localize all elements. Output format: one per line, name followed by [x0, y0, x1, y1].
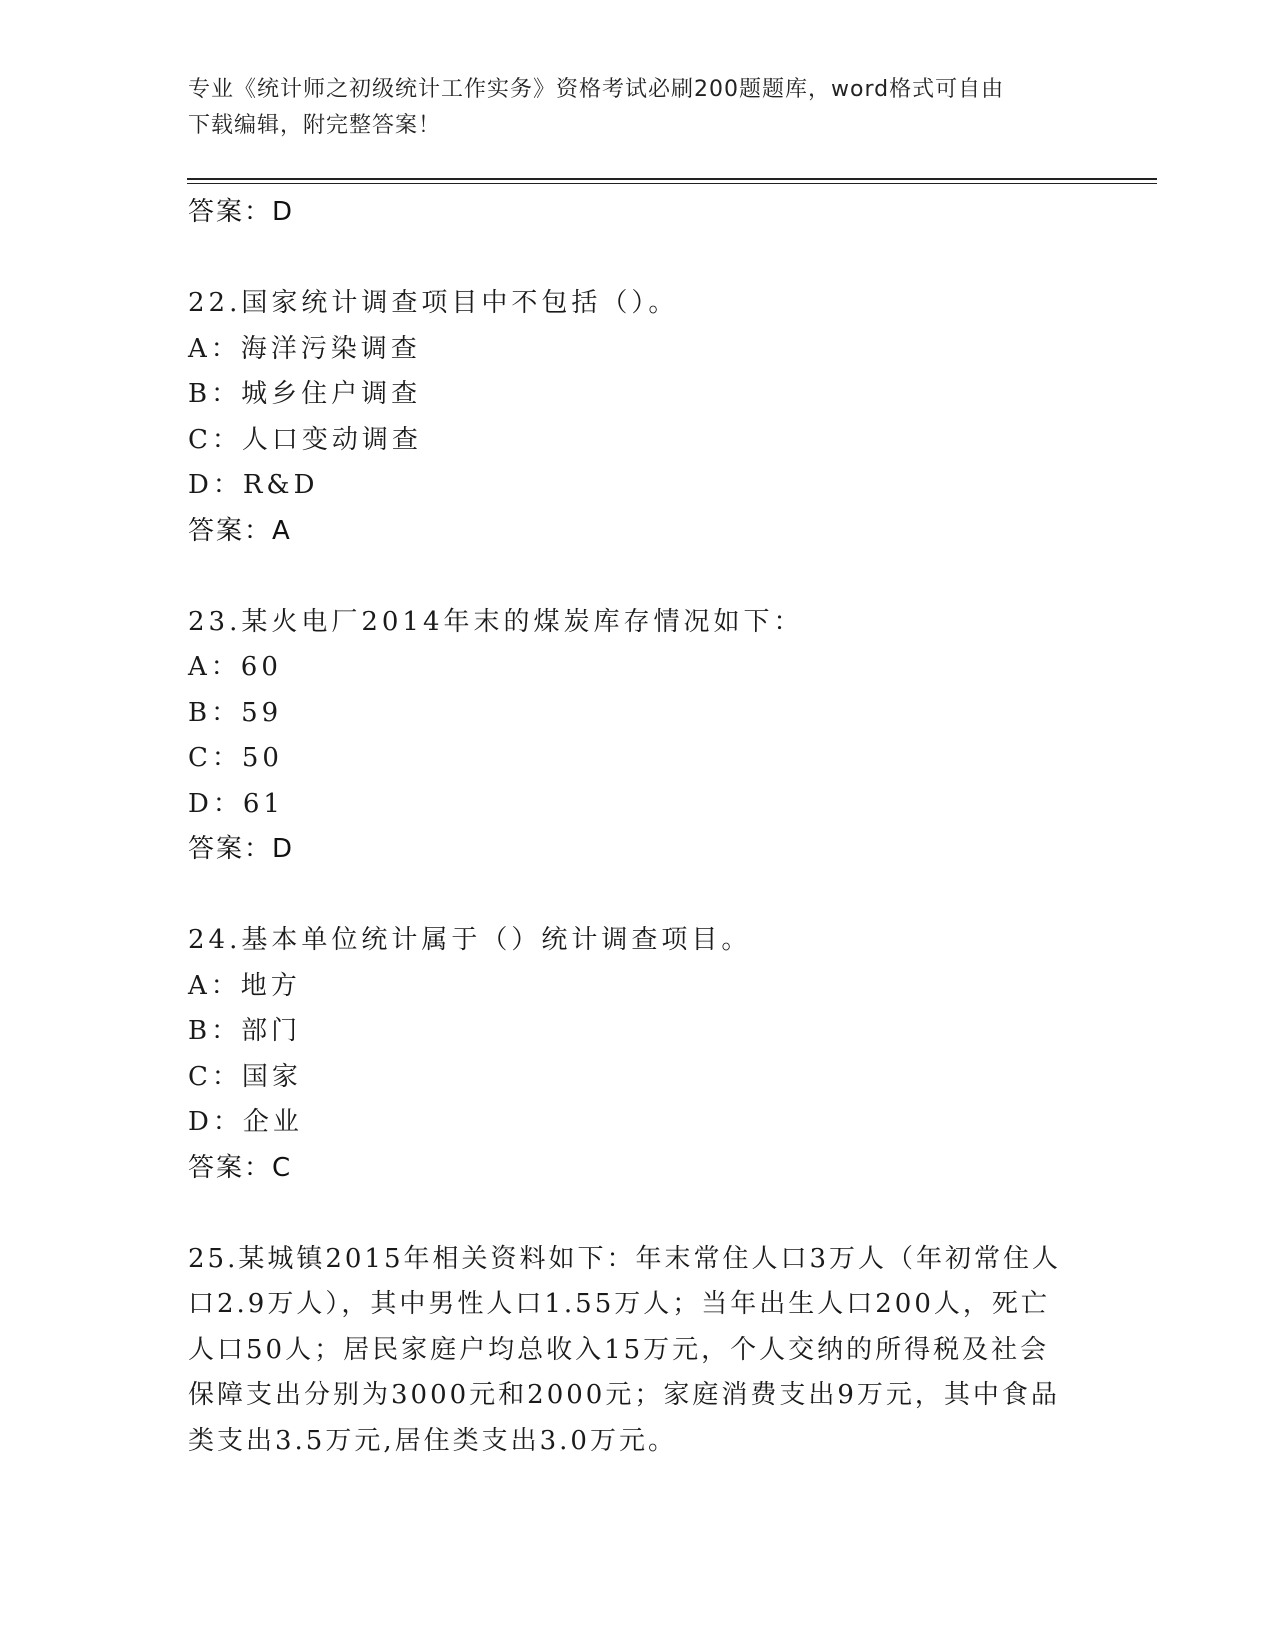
question-22-option-c: C：人口变动调查: [188, 424, 422, 455]
question-25-line-4: 保障支出分别为3000元和2000元；家庭消费支出9万元，其中食品: [188, 1380, 1060, 1410]
question-23-option-d: D：61: [188, 788, 284, 819]
question-24-option-c: C：国家: [188, 1061, 302, 1092]
question-24-text: 24.基本单位统计属于（）统计调查项目。: [188, 925, 752, 955]
header-line-1: 专业《统计师之初级统计工作实务》资格考试必刷200题题库，word格式可自由: [188, 77, 1005, 102]
page-header: [188, 72, 1068, 144]
question-24-option-d: D：企业: [188, 1107, 303, 1137]
spacer: [188, 236, 1088, 282]
question-22-option-b: B：城乡住户调查: [188, 379, 422, 409]
question-25-line-3: 人口50人；居民家庭户均总收入15万元，个人交纳的所得税及社会: [188, 1334, 1050, 1365]
header-line-2: 下载编辑，附完整答案！: [188, 113, 442, 138]
question-24-option-a: A：地方: [188, 970, 301, 1001]
question-23: [188, 600, 1088, 873]
spacer: [188, 1191, 1088, 1237]
spacer: [188, 554, 1088, 600]
spacer: [188, 873, 1088, 919]
question-24-option-b: B：部门: [188, 1016, 302, 1046]
question-23-option-a: A：60: [188, 652, 282, 682]
question-22-answer: 答案：A: [188, 515, 292, 546]
question-25-line-2: 口2.9万人），其中男性人口1.55万人；当年出生人口200人，死亡: [188, 1289, 1050, 1319]
header-divider: [187, 178, 1157, 184]
question-list: [188, 190, 1088, 1464]
question-23-text: 23.某火电厂2014年末的煤炭库存情况如下：: [188, 606, 804, 637]
question-24-answer: 答案：C: [188, 1152, 293, 1183]
question-25-line-5: 类支出3.5万元,居住类支出3.0万元。: [188, 1425, 677, 1456]
question-23-option-c: C：50: [188, 743, 283, 773]
question-22-text: 22.国家统计调查项目中不包括（）。: [188, 288, 679, 318]
question-24: [188, 918, 1088, 1191]
question-22-option-a: A：海洋污染调查: [188, 333, 421, 364]
question-25-line-1: 25.某城镇2015年相关资料如下：年末常住人口3万人（年初常住人: [188, 1243, 1062, 1274]
question-23-answer: 答案：D: [188, 834, 295, 864]
answer-21: 答案：D: [188, 197, 295, 227]
question-22-option-d: D：R&D: [188, 470, 319, 500]
question-25: [188, 1237, 1088, 1465]
question-23-option-b: B：59: [188, 697, 283, 728]
question-22: [188, 281, 1088, 554]
